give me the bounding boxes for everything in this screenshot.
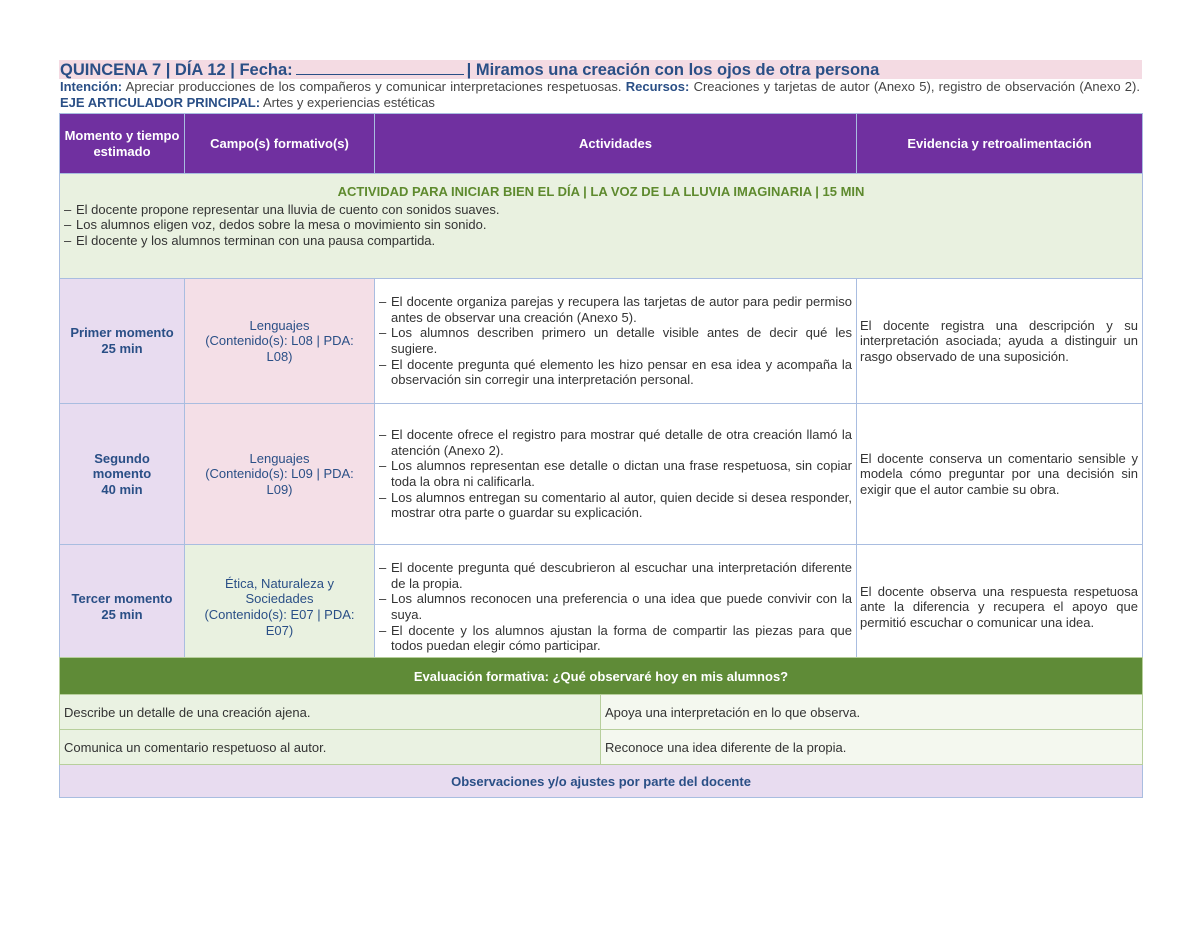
- evaluation-title: Evaluación formativa: ¿Qué observaré hoy en mis alumnos?: [60, 658, 1143, 695]
- evaluation-table: [59, 657, 1143, 798]
- activity-item: – Los alumnos describen primero un detalle visible antes de decir qué les sugiere.: [379, 325, 852, 356]
- intencion-text: Apreciar producciones de los compañeros y comunicar interpretaciones respetuosas.: [125, 79, 622, 94]
- inicio-cell: [60, 174, 1143, 279]
- activity-item: – Los alumnos reconocen una preferencia o una idea que puede convivir con la suya.: [379, 591, 852, 622]
- activities-cell: [375, 404, 857, 545]
- evidence-cell: El docente observa una respuesta respetuosa ante la diferencia y recupera el apoyo que permitió escuchar o comunicar una idea.: [857, 545, 1143, 670]
- header-campo: Campo(s) formativo(s): [185, 114, 375, 174]
- recursos-label: Recursos:: [625, 79, 690, 94]
- moment-row-3: [60, 545, 1143, 670]
- date-blank-line: [296, 60, 464, 75]
- campo-cell: Lenguajes (Contenido(s): L08 | PDA: L08): [185, 279, 375, 404]
- inicio-row: [60, 174, 1143, 279]
- intro-paragraph: [60, 79, 1140, 110]
- evidence-cell: El docente conserva un comentario sensible y modela cómo preguntar por una decisión sin exigir que el autor cambie su obra.: [857, 404, 1143, 545]
- header-actividades: Actividades: [375, 114, 857, 174]
- evaluation-item: Reconoce una idea diferente de la propia.: [601, 730, 1143, 765]
- recursos-text: Creaciones y tarjetas de autor (Anexo 5), registro de observación (Anexo 2).: [693, 79, 1140, 94]
- page-title: [60, 60, 879, 80]
- inicio-item: – El docente propone representar una lluvia de cuento con sonidos suaves.: [64, 201, 500, 217]
- moment-name-cell: Segundo momento 40 min: [60, 404, 185, 545]
- activity-item: – Los alumnos entregan su comentario al autor, quien decide si desea responder, mostrar otra parte o guardar su explicación.: [379, 489, 852, 521]
- header-row: [60, 114, 1143, 174]
- inicio-title: ACTIVIDAD PARA INICIAR BIEN EL DÍA | LA VOZ DE LA LLUVIA IMAGINARIA | 15 MIN: [337, 184, 865, 199]
- intencion-label: Intención:: [60, 79, 123, 94]
- title-part-1: QUINCENA 7 | DÍA 12 | Fecha:: [60, 61, 293, 79]
- activity-item: – El docente pregunta qué descubrieron al escuchar una interpretación diferente de la propia.: [379, 560, 852, 591]
- title-part-2: | Miramos una creación con los ojos de otra persona: [466, 61, 880, 79]
- activities-cell: [375, 545, 857, 670]
- activity-item: – Los alumnos representan ese detalle o dictan una frase respetuosa, sin copiar toda la obra ni calificarla.: [379, 458, 852, 489]
- header-momento: Momento y tiempo estimado: [60, 114, 185, 174]
- moment-row-1: [60, 279, 1143, 404]
- plan-table: [59, 113, 1143, 670]
- campo-cell: Ética, Naturaleza y Sociedades (Contenido(s): E07 | PDA: E07): [185, 545, 375, 670]
- eje-label: EJE ARTICULADOR PRINCIPAL:: [60, 94, 261, 110]
- activities-cell: [375, 279, 857, 404]
- eje-text: Artes y experiencias estéticas: [262, 94, 435, 110]
- activity-item: – El docente pregunta qué elemento les hizo pensar en esa idea y acompaña la observación sin corregir una interpretación personal.: [379, 356, 852, 388]
- inicio-item: – Los alumnos eligen voz, dedos sobre la mesa o movimiento sin sonido.: [64, 217, 487, 233]
- inicio-item: – El docente y los alumnos terminan con una pausa compartida.: [64, 232, 436, 248]
- evaluation-item: Comunica un comentario respetuoso al autor.: [60, 730, 601, 765]
- header-evidencia: Evidencia y retroalimentación: [857, 114, 1143, 174]
- moment-row-2: [60, 404, 1143, 545]
- evidence-cell: El docente registra una descripción y su interpretación asociada; ayuda a distinguir un rasgo observado de una suposición.: [857, 279, 1143, 404]
- observations-row: Observaciones y/o ajustes por parte del docente: [60, 765, 1143, 798]
- evaluation-item: Apoya una interpretación en lo que observa.: [601, 695, 1143, 730]
- activity-item: – El docente y los alumnos ajustan la forma de compartir las piezas para que todos puedan elegir cómo participar.: [379, 622, 852, 654]
- moment-name-cell: Primer momento 25 min: [60, 279, 185, 404]
- activity-item: – El docente organiza parejas y recupera las tarjetas de autor para pedir permiso antes de observar una creación (Anexo 5).: [379, 294, 852, 325]
- evaluation-item: Describe un detalle de una creación ajena.: [60, 695, 601, 730]
- activity-item: – El docente ofrece el registro para mostrar qué detalle de otra creación llamó la atención (Anexo 2).: [379, 427, 852, 458]
- moment-name-cell: Tercer momento 25 min: [60, 545, 185, 670]
- campo-cell: Lenguajes (Contenido(s): L09 | PDA: L09): [185, 404, 375, 545]
